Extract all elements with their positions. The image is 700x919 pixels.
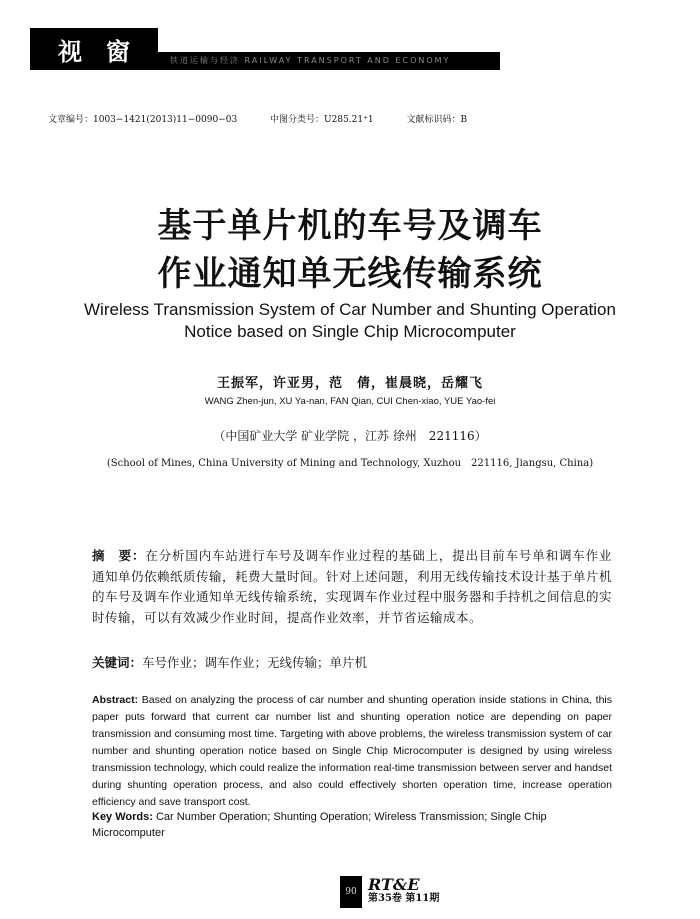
abstract-cn-label: 摘 要：	[92, 548, 146, 563]
affiliation-en: (School of Mines, China University of Mining and Technology, Xuzhou 221116, Jiangsu, China)	[106, 458, 594, 469]
section-label-block	[30, 28, 158, 70]
journal-header-text: 铁道运输与经济 RAILWAY TRANSPORT AND ECONOMY	[170, 56, 451, 65]
abstract-en	[92, 692, 612, 811]
page-number: 90	[340, 876, 362, 908]
page-footer	[340, 876, 439, 908]
keywords-cn	[92, 653, 612, 671]
keywords-en	[92, 809, 612, 841]
title-en-line2: Notice based on Single Chip Microcomputer	[184, 322, 516, 341]
article-meta	[48, 112, 497, 125]
abstract-cn	[92, 546, 612, 628]
classification-number: 中图分类号：U285.21⁺1	[270, 115, 374, 125]
footer-text	[368, 875, 440, 906]
keywords-cn-text: 车号作业；调车作业；无线传输；单片机	[142, 655, 368, 670]
title-cn-line2: 作业通知单无线传输系统	[157, 254, 543, 294]
title-cn-line1: 基于单片机的车号及调车	[157, 206, 543, 246]
keywords-en-label: Key Words:	[92, 811, 153, 823]
section-label: 视 窗	[58, 37, 130, 66]
document-code: 文献标识码：B	[406, 115, 468, 125]
keywords-en-text: Car Number Operation; Shunting Operation; Wireless Transmission; Single Chip Microcomputer	[92, 811, 547, 839]
volume-issue: 第35卷 第11期	[368, 893, 440, 904]
abstract-en-text: Based on analyzing the process of car number and shunting operation inside stations in China, this paper puts forward that current car number list and shunting operation notice are depending on paper transmission and consuming most time. Targeting with above problems, the wireless transmission system of car number and shunting operation notice based on Single Chip Microcomputer is designed by using wireless transmission technology, which could realize the information real-time transmission between server and handset during shunting operation process, and also could effectively shorten operation time, increase operation efficiency and save transport cost.	[92, 694, 612, 808]
authors-cn: 王振军，许亚男，范 倩，崔晨晓，岳耀飞	[216, 376, 483, 391]
keywords-cn-label: 关键词：	[92, 655, 143, 670]
abstract-en-label: Abstract:	[92, 694, 139, 706]
article-number: 文章编号：1003−1421(2013)11−0090−03	[48, 115, 238, 125]
abstract-cn-text: 在分析国内车站进行车号及调车作业过程的基础上，提出目前车号单和调车作业通知单仍依赖纸质传输，耗费大量时间。针对上述问题，利用无线传输技术设计基于单片机的车号及调车作业通知单无线传输系统，实现调车作业过程中服务器和手持机之间信息的实时传输，可以有效减少作业时间，提高作业效率，并节省运输成本。	[92, 548, 613, 625]
journal-header-bar	[158, 52, 500, 70]
title-en-line1: Wireless Transmission System of Car Number and Shunting Operation	[84, 300, 616, 319]
journal-logo: RT&E	[368, 875, 420, 894]
affiliation-cn: （中国矿业大学 矿业学院 ，江苏 徐州 221116）	[213, 429, 487, 443]
authors-en: WANG Zhen-jun, XU Ya-nan, FAN Qian, CUI Chen-xiao, YUE Yao-fei	[204, 396, 496, 407]
